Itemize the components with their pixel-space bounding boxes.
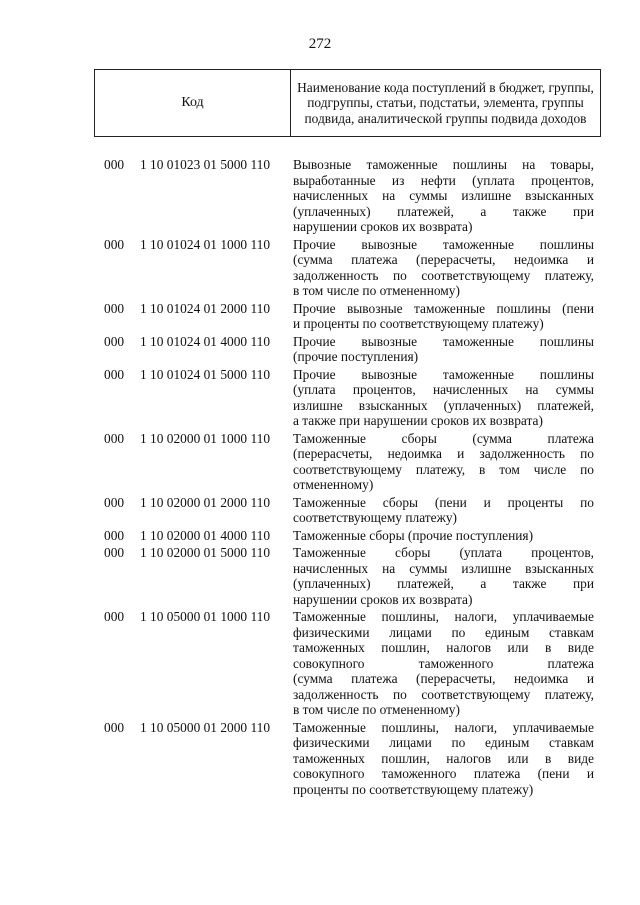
row-admin-code: 000	[104, 236, 125, 252]
row-revenue-code: 1 10 01024 01 2000 110	[140, 300, 271, 316]
table-row	[104, 431, 594, 493]
row-revenue-name	[293, 334, 594, 365]
row-name-line: проценты по соответствующему платежу)	[293, 781, 534, 797]
row-revenue-name	[293, 528, 594, 544]
row-name-line: совокупного таможенного платежа	[293, 655, 594, 671]
row-name-line: (прочие поступления)	[293, 349, 419, 364]
table-row	[104, 528, 594, 544]
row-name-line: таможенных пошлин, налогов или в виде	[293, 640, 594, 655]
row-admin-code: 000	[104, 430, 125, 446]
table-row	[104, 157, 594, 235]
row-name-line: таможенных пошлин, налогов или в виде	[293, 750, 594, 766]
row-revenue-code: 1 10 01023 01 5000 110	[140, 157, 271, 172]
row-name-line: Таможенные сборы (пени и проценты по	[293, 494, 594, 510]
table-row	[104, 367, 594, 429]
table-row	[104, 545, 594, 607]
header-name-label: Наименование кода поступлений в бюджет, группы, подгруппы, статьи, подстатьи, элемента, группы подвида, аналитической группы подвида доходов	[297, 79, 594, 126]
row-revenue-code: 1 10 02000 01 4000 110	[140, 527, 271, 543]
row-name-line: а также при нарушении сроков их возврата)	[293, 413, 543, 428]
row-name-line: выработанные из нефти (уплата процентов,	[293, 172, 594, 188]
table-row	[104, 237, 594, 299]
row-name-line: Таможенные пошлины, налоги, уплачиваемые	[293, 609, 594, 624]
revenue-code-list	[104, 157, 594, 797]
row-name-line: и проценты по соответствующему платежу)	[293, 316, 544, 331]
row-revenue-code: 1 10 02000 01 5000 110	[140, 545, 271, 560]
row-admin-code: 000	[104, 157, 125, 172]
row-revenue-name	[293, 431, 594, 493]
table-row	[104, 495, 594, 526]
row-name-line: Вывозные таможенные пошлины на товары,	[293, 157, 594, 172]
row-name-line: начисленных на суммы излишне взысканных	[293, 188, 594, 203]
table-row	[104, 609, 594, 718]
header-code-label: Код	[95, 70, 291, 136]
row-admin-code: 000	[104, 527, 125, 543]
row-name-line: излишне взысканных (уплаченных) платежей,	[293, 397, 594, 413]
table-row	[104, 334, 594, 365]
row-name-line: нарушении сроков их возврата)	[293, 219, 473, 234]
row-revenue-code: 1 10 02000 01 1000 110	[140, 430, 271, 446]
row-name-line: в том числе по отмененному)	[293, 702, 460, 717]
row-name-line: (уплаченных) платежей, а также при	[293, 576, 594, 591]
row-revenue-code: 1 10 01024 01 1000 110	[140, 236, 271, 252]
page-number: 272	[308, 36, 332, 52]
row-name-line: отмененному)	[293, 477, 374, 492]
row-name-line: Таможенные пошлины, налоги, уплачиваемые	[293, 719, 594, 735]
row-name-line: (сумма платежа (перерасчеты, недоимка и	[293, 671, 594, 686]
table-header	[94, 69, 601, 137]
row-revenue-name	[293, 609, 594, 718]
row-admin-code: 000	[104, 300, 125, 316]
row-revenue-name	[293, 237, 594, 299]
row-name-line: (уплата процентов, начисленных на суммы	[293, 382, 594, 397]
row-admin-code: 000	[104, 333, 125, 349]
row-name-line: физическими лицами по единым ставкам	[293, 624, 594, 640]
row-admin-code: 000	[104, 719, 125, 735]
row-name-line: соответствующему платежу)	[293, 510, 457, 525]
row-name-line: Таможенные сборы (прочие поступления)	[293, 527, 534, 543]
row-revenue-name	[293, 157, 594, 235]
row-name-line: Прочие вывозные таможенные пошлины	[293, 236, 594, 252]
row-name-line: (сумма платежа (перерасчеты, недоимка и	[293, 252, 594, 267]
row-revenue-name	[293, 367, 594, 429]
row-name-line: совокупного таможенного платежа (пени и	[293, 766, 594, 781]
row-name-line: (перерасчеты, недоимка и задолженность по	[293, 446, 594, 461]
row-revenue-code: 1 10 02000 01 2000 110	[140, 494, 271, 510]
row-revenue-name	[293, 720, 594, 798]
row-revenue-name	[293, 495, 594, 526]
row-name-line: задолженность по соответствующему платежу,	[293, 686, 594, 702]
row-admin-code: 000	[104, 609, 125, 624]
row-name-line: нарушении сроков их возврата)	[293, 591, 473, 607]
row-name-line: физическими лицами по единым ставкам	[293, 735, 594, 750]
row-name-line: начисленных на суммы излишне взысканных	[293, 560, 594, 576]
row-name-line: в том числе по отмененному)	[293, 283, 460, 298]
row-name-line: задолженность по соответствующему платежу,	[293, 267, 594, 283]
row-name-line: Таможенные сборы (уплата процентов,	[293, 545, 594, 560]
table-row	[104, 720, 594, 798]
row-revenue-code: 1 10 01024 01 4000 110	[140, 333, 271, 349]
row-name-line: (уплаченных) платежей, а также при	[293, 203, 594, 219]
row-revenue-code: 1 10 05000 01 2000 110	[140, 719, 271, 735]
row-name-line: Прочие вывозные таможенные пошлины (пени	[293, 300, 594, 316]
table-row	[104, 301, 594, 332]
row-admin-code: 000	[104, 366, 125, 382]
row-name-line: соответствующему платежу, в том числе по	[293, 461, 594, 477]
row-admin-code: 000	[104, 494, 125, 510]
row-revenue-code: 1 10 05000 01 1000 110	[140, 609, 271, 624]
row-admin-code: 000	[104, 545, 125, 560]
row-revenue-name	[293, 301, 594, 332]
row-name-line: Прочие вывозные таможенные пошлины	[293, 366, 594, 382]
row-revenue-name	[293, 545, 594, 607]
row-name-line: Таможенные сборы (сумма платежа	[293, 430, 594, 446]
row-name-line: Прочие вывозные таможенные пошлины	[293, 333, 594, 349]
row-revenue-code: 1 10 01024 01 5000 110	[140, 366, 271, 382]
